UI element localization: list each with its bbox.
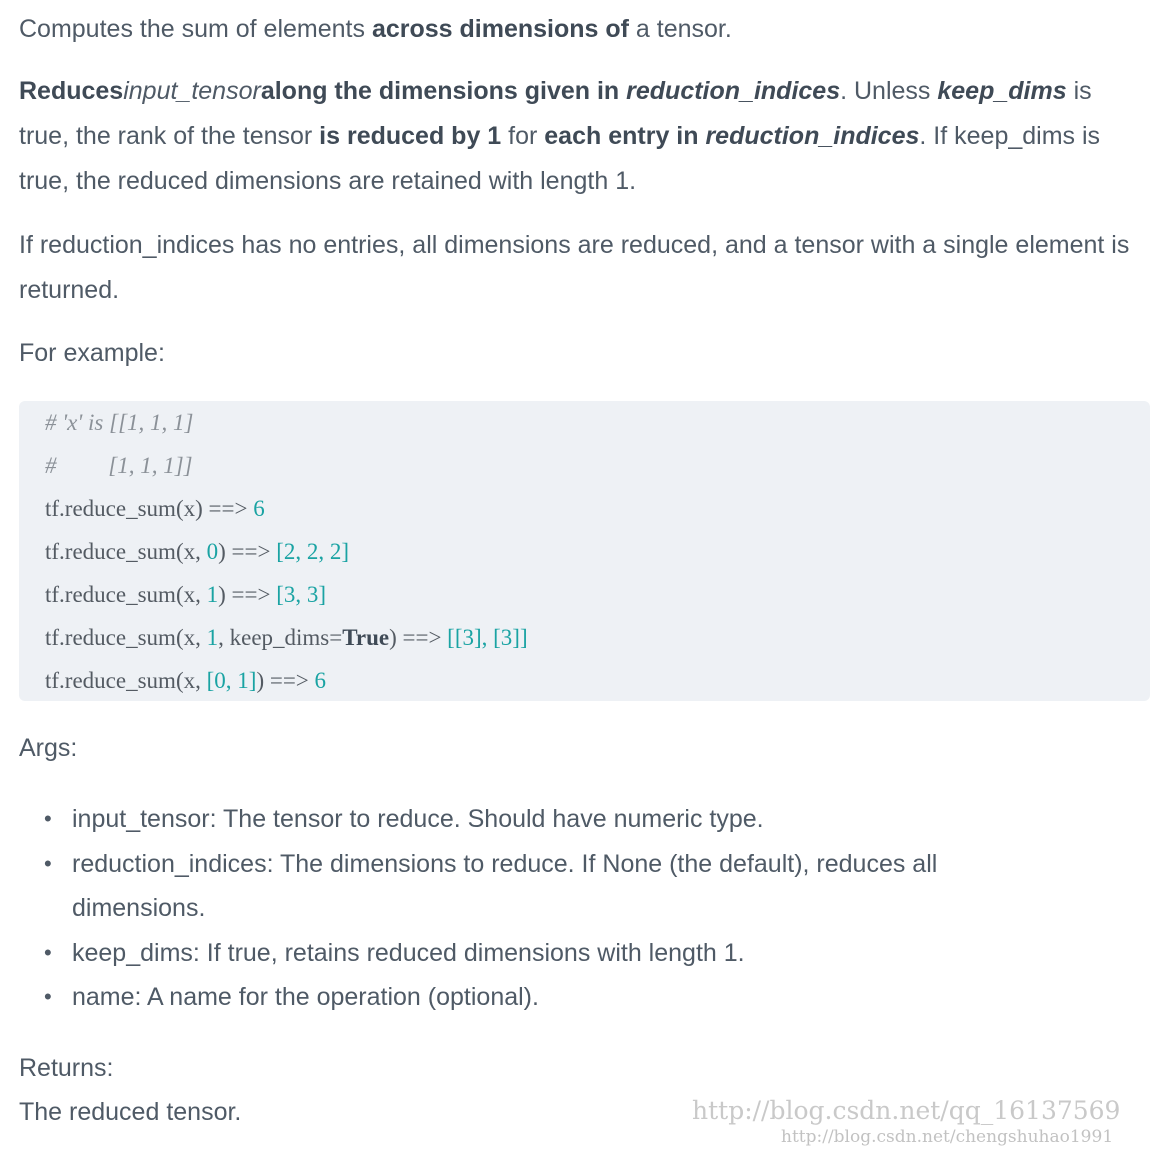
reduces-paragraph — [19, 69, 1142, 204]
reduction-indices-term-2: reduction_indices — [705, 122, 920, 150]
keep-dims-sentence: . If keep_dims is true, the reduced dimensions are retained with length 1. — [19, 122, 1101, 195]
list-item — [24, 842, 1024, 931]
code-arrow: ==> — [269, 668, 309, 693]
each-entry-text: each entry in — [544, 122, 706, 150]
code-function: tf.reduce_sum — [45, 496, 176, 521]
code-arrow: ==> — [402, 625, 442, 650]
code-function: tf.reduce_sum — [45, 668, 176, 693]
code-arrow: ==> — [208, 496, 248, 521]
list-item — [24, 931, 1024, 976]
code-arrow: ==> — [231, 539, 271, 564]
code-comment: # [1, 1, 1]] — [45, 453, 193, 478]
code-function: tf.reduce_sum — [45, 582, 176, 607]
code-paren: ) — [256, 668, 265, 693]
code-block — [19, 401, 1150, 701]
code-args: (x, — [175, 539, 207, 564]
reduction-indices-term: reduction_indices — [626, 77, 841, 105]
watermark-primary: http://blog.csdn.net/qq_16137569 — [692, 1096, 1121, 1125]
unless-text: . Unless — [840, 77, 938, 105]
list-item — [24, 797, 1024, 842]
along-dimensions-text: along the dimensions given in — [260, 77, 627, 105]
code-paren: ) — [218, 539, 226, 564]
input-tensor-term: input_tensor — [123, 77, 261, 105]
code-number: 0 — [206, 539, 219, 564]
code-args: (x) — [175, 496, 203, 521]
code-line-7 — [45, 666, 326, 696]
for-text: for — [501, 122, 545, 150]
intro-paragraph — [19, 7, 1142, 52]
code-number: 1 — [206, 625, 219, 650]
keep-dims-term: keep_dims — [937, 77, 1067, 105]
code-function: tf.reduce_sum — [45, 625, 176, 650]
code-line-3 — [45, 494, 265, 524]
code-line-4 — [45, 537, 349, 567]
rank-text: is true, the rank of the tensor — [19, 77, 1092, 150]
code-args: (x, — [175, 625, 207, 650]
intro-text-end: a tensor. — [628, 15, 732, 43]
bullet-icon: • — [44, 984, 52, 1009]
code-kwarg: , keep_dims= — [218, 625, 343, 650]
arg-text: keep_dims: If true, retains reduced dimensions with length 1. — [72, 938, 745, 967]
returns-heading: Returns: — [19, 1054, 114, 1082]
example-label: For example: — [19, 339, 165, 367]
reduced-by-one-text: is reduced by 1 — [319, 122, 502, 150]
code-paren: ) — [218, 582, 226, 607]
code-paren: ) — [389, 625, 397, 650]
code-line-5 — [45, 580, 326, 610]
code-result: 6 — [253, 496, 265, 521]
returns-text: The reduced tensor. — [19, 1098, 242, 1126]
args-list — [24, 797, 1024, 1020]
reduces-word: Reduces — [19, 77, 124, 105]
arg-text: reduction_indices: The dimensions to reduce. If None (the default), reduces all dimensions. — [72, 849, 938, 922]
bullet-icon: • — [44, 939, 52, 965]
intro-bold: across dimensions of — [371, 15, 629, 43]
code-list: [0, 1] — [206, 668, 257, 693]
code-keyword: True — [342, 625, 390, 650]
code-args: (x, — [175, 668, 207, 693]
bullet-icon: • — [44, 806, 52, 831]
code-result: 6 — [314, 668, 327, 693]
code-function: tf.reduce_sum — [45, 539, 176, 564]
code-number: 1 — [206, 582, 219, 607]
arg-text: input_tensor: The tensor to reduce. Should have numeric type. — [72, 805, 764, 833]
bullet-icon: • — [44, 850, 52, 876]
watermark-secondary: http://blog.csdn.net/chengshuhao1991 — [781, 1127, 1114, 1147]
empty-indices-paragraph: If reduction_indices has no entries, all dimensions are reduced, and a tensor with a single element is returned. — [19, 231, 1130, 304]
code-comment: # 'x' is [[1, 1, 1] — [45, 410, 194, 435]
code-args: (x, — [175, 582, 207, 607]
code-arrow: ==> — [231, 582, 271, 607]
code-line-6 — [45, 623, 528, 653]
intro-text: Computes the sum of elements — [19, 15, 372, 43]
arg-text: name: A name for the operation (optional). — [72, 983, 539, 1011]
list-item — [24, 975, 1024, 1020]
code-line-comment-2 — [45, 451, 193, 481]
args-heading: Args: — [19, 734, 78, 762]
code-result: [2, 2, 2] — [276, 539, 350, 564]
code-result: [3, 3] — [276, 582, 327, 607]
code-line-comment-1 — [45, 408, 194, 438]
code-result: [[3], [3]] — [447, 625, 528, 650]
